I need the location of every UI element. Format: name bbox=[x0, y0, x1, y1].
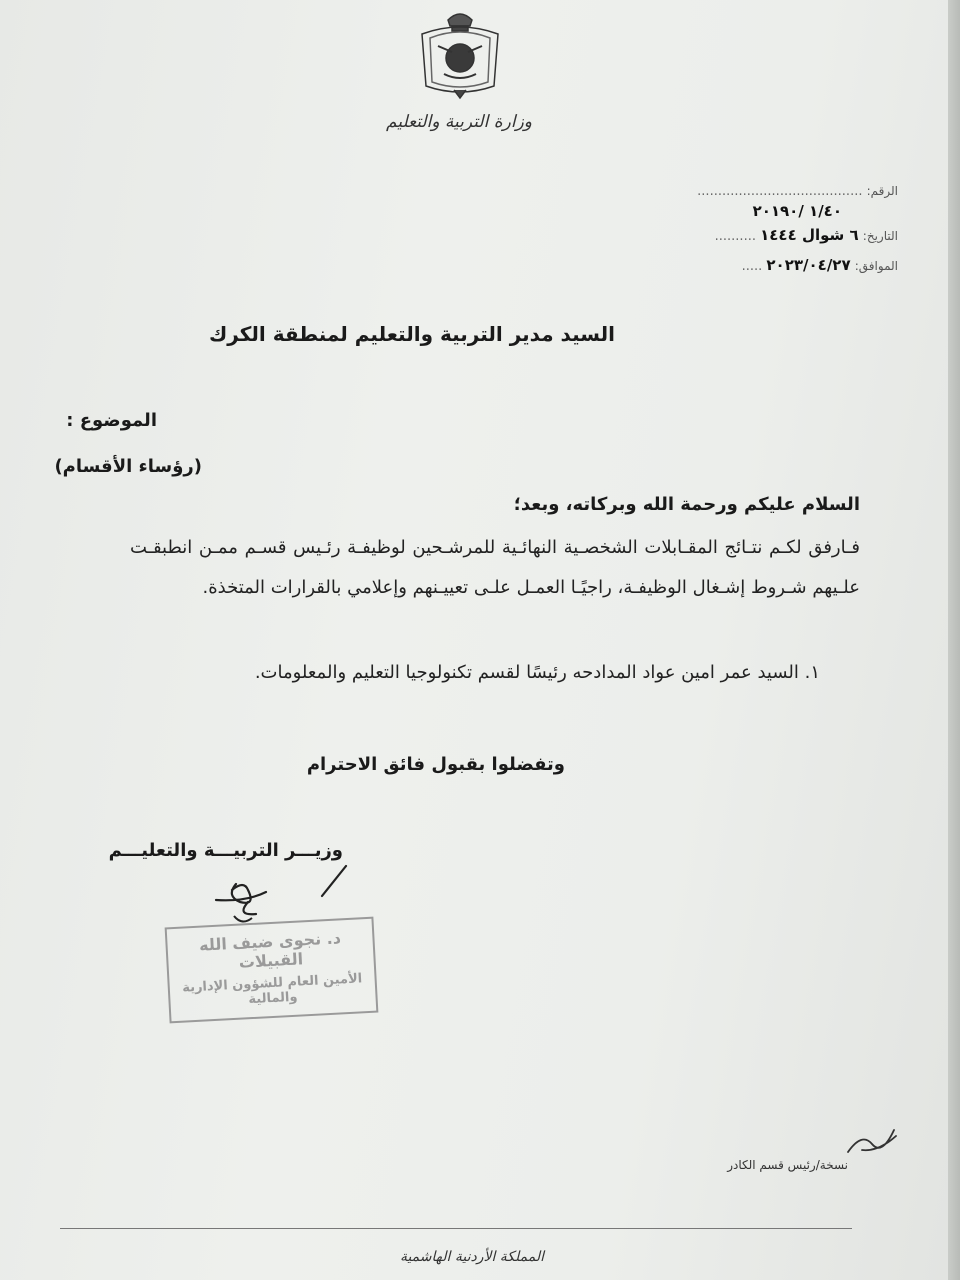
body-paragraph: فـارفق لكـم نتـائج المقـابلات الشخصـية النهائـية للمرشـحين لوظيفـة رئـيس قسـم ممـن انطبقـت علـيهم شـروط إشـغال الوظيفـة، راجيًـا العمـل علـى تعييـنهم وإعلامي بالقرارات المتخذة. bbox=[130, 537, 860, 598]
footer-divider bbox=[60, 1228, 852, 1229]
page-edge bbox=[948, 0, 960, 1280]
stamp-line-2: الأمين العام للشؤون الإدارية والمالية bbox=[181, 971, 363, 1008]
subject-value: (رؤساء الأقسام) bbox=[54, 456, 202, 477]
ministry-logo bbox=[378, 112, 532, 152]
reference-number-value-row bbox=[753, 202, 842, 220]
date-value: ٦ شوال ١٤٤٤ bbox=[760, 226, 859, 244]
number-value: ١/٤٠ /٢٠١٩٠ bbox=[752, 202, 842, 220]
date-dots: .......... bbox=[714, 229, 756, 244]
copy-note: نسخة/رئيس قسم الكادر bbox=[727, 1158, 848, 1172]
date-row bbox=[715, 226, 898, 244]
signatory-title: وزيـــر التربيـــة والتعليـــم bbox=[108, 840, 343, 861]
jordan-royal-emblem-icon bbox=[408, 6, 512, 100]
ministry-logo-text: وزارة التربية والتعليم bbox=[386, 112, 532, 132]
number-label: الرقم: bbox=[866, 184, 898, 198]
closing-line: وتفضلوا بقبول فائق الاحترام bbox=[306, 754, 565, 775]
initials-icon bbox=[842, 1122, 902, 1162]
footer bbox=[384, 1246, 544, 1272]
footer-text: المملكة الأردنية الهاشمية bbox=[399, 1249, 544, 1265]
list-item: ١. السيد عمر امين عواد المدادحه رئيسًا لقسم تكنولوجيا التعليم والمعلومات. bbox=[254, 662, 820, 683]
official-stamp bbox=[165, 917, 379, 1024]
number-dots: ........................................ bbox=[697, 184, 863, 199]
addressee: السيد مدير التربية والتعليم لمنطقة الكرك bbox=[208, 322, 615, 346]
corresponding-value: ٢٠٢٣/٠٤/٢٧ bbox=[766, 256, 851, 274]
reference-number-row bbox=[697, 184, 898, 199]
corresponding-label: الموافق: bbox=[854, 259, 898, 273]
greeting: السلام عليكم ورحمة الله وبركاته، وبعد؛ bbox=[513, 494, 860, 515]
date-label: التاريخ: bbox=[862, 229, 898, 243]
corresponding-dots: ..... bbox=[741, 259, 763, 274]
corresponding-date-row bbox=[742, 256, 898, 274]
stamp-line-1: د. نجوى ضيف الله القبيلات bbox=[198, 928, 342, 972]
subject-label: الموضوع : bbox=[66, 410, 157, 431]
